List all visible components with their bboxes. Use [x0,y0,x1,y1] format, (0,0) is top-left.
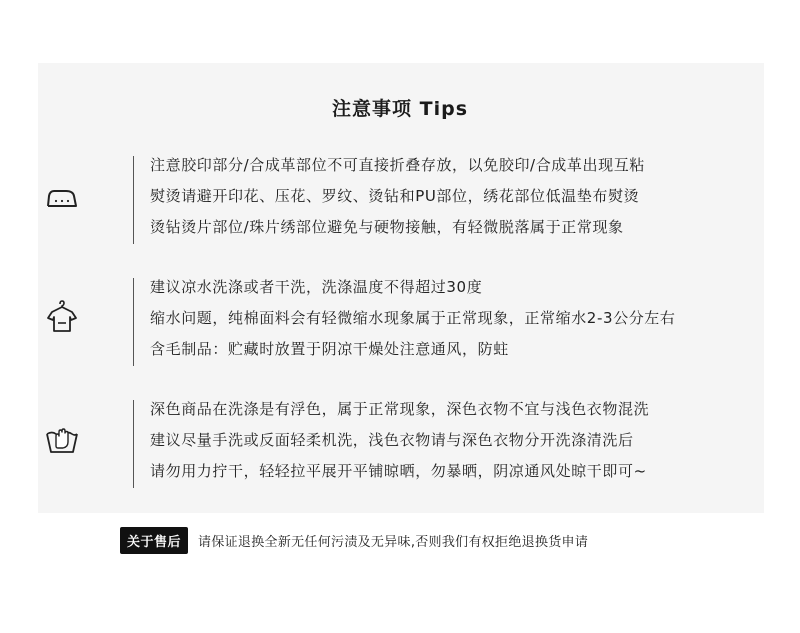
section-text [150,150,645,243]
tips-section-handwash [40,394,760,494]
page-title: 注意事项 Tips [332,98,468,120]
after-sales-badge: 关于售后 [120,527,188,554]
section-text [150,272,676,365]
tip-line: 建议凉水洗涤或者干洗，洗涤温度不得超过30度 [150,278,483,296]
tip-line: 缩水问题，纯棉面料会有轻微缩水现象属于正常现象，正常缩水2-3公分左右 [150,309,676,327]
tip-line: 含毛制品：贮藏时放置于阴凉干燥处注意通风，防蛀 [150,340,509,358]
section-text [150,394,649,487]
tip-line: 请勿用力拧干，轻轻拉平展开平铺晾晒，勿暴晒，阴凉通风处晾干即可~ [150,462,647,480]
section-divider [133,278,134,366]
tip-line: 注意胶印部分/合成革部位不可直接折叠存放，以免胶印/合成革出现互粘 [150,156,645,174]
hand-wash-icon [44,422,80,458]
tip-line: 建议尽量手洗或反面轻柔机洗，浅色衣物请与深色衣物分开洗涤清洗后 [150,431,634,449]
tip-line: 深色商品在洗涤是有浮色，属于正常现象，深色衣物不宜与浅色衣物混洗 [150,400,650,418]
section-divider [133,400,134,488]
iron-icon [44,180,80,216]
after-sales-text: 请保证退换全新无任何污渍及无异味,否则我们有权拒绝退换货申请 [198,535,589,550]
tips-section-washing [40,272,760,372]
shirt-hanger-icon [44,298,80,334]
tips-section-ironing [40,150,760,250]
after-sales-note [120,527,588,554]
tip-line: 烫钻烫片部位/珠片绣部位避免与硬物接触，有轻微脱落属于正常现象 [150,218,624,236]
section-divider [133,156,134,244]
tip-line: 熨烫请避开印花、压花、罗纹、烫钻和PU部位，绣花部位低温垫布熨烫 [150,187,640,205]
